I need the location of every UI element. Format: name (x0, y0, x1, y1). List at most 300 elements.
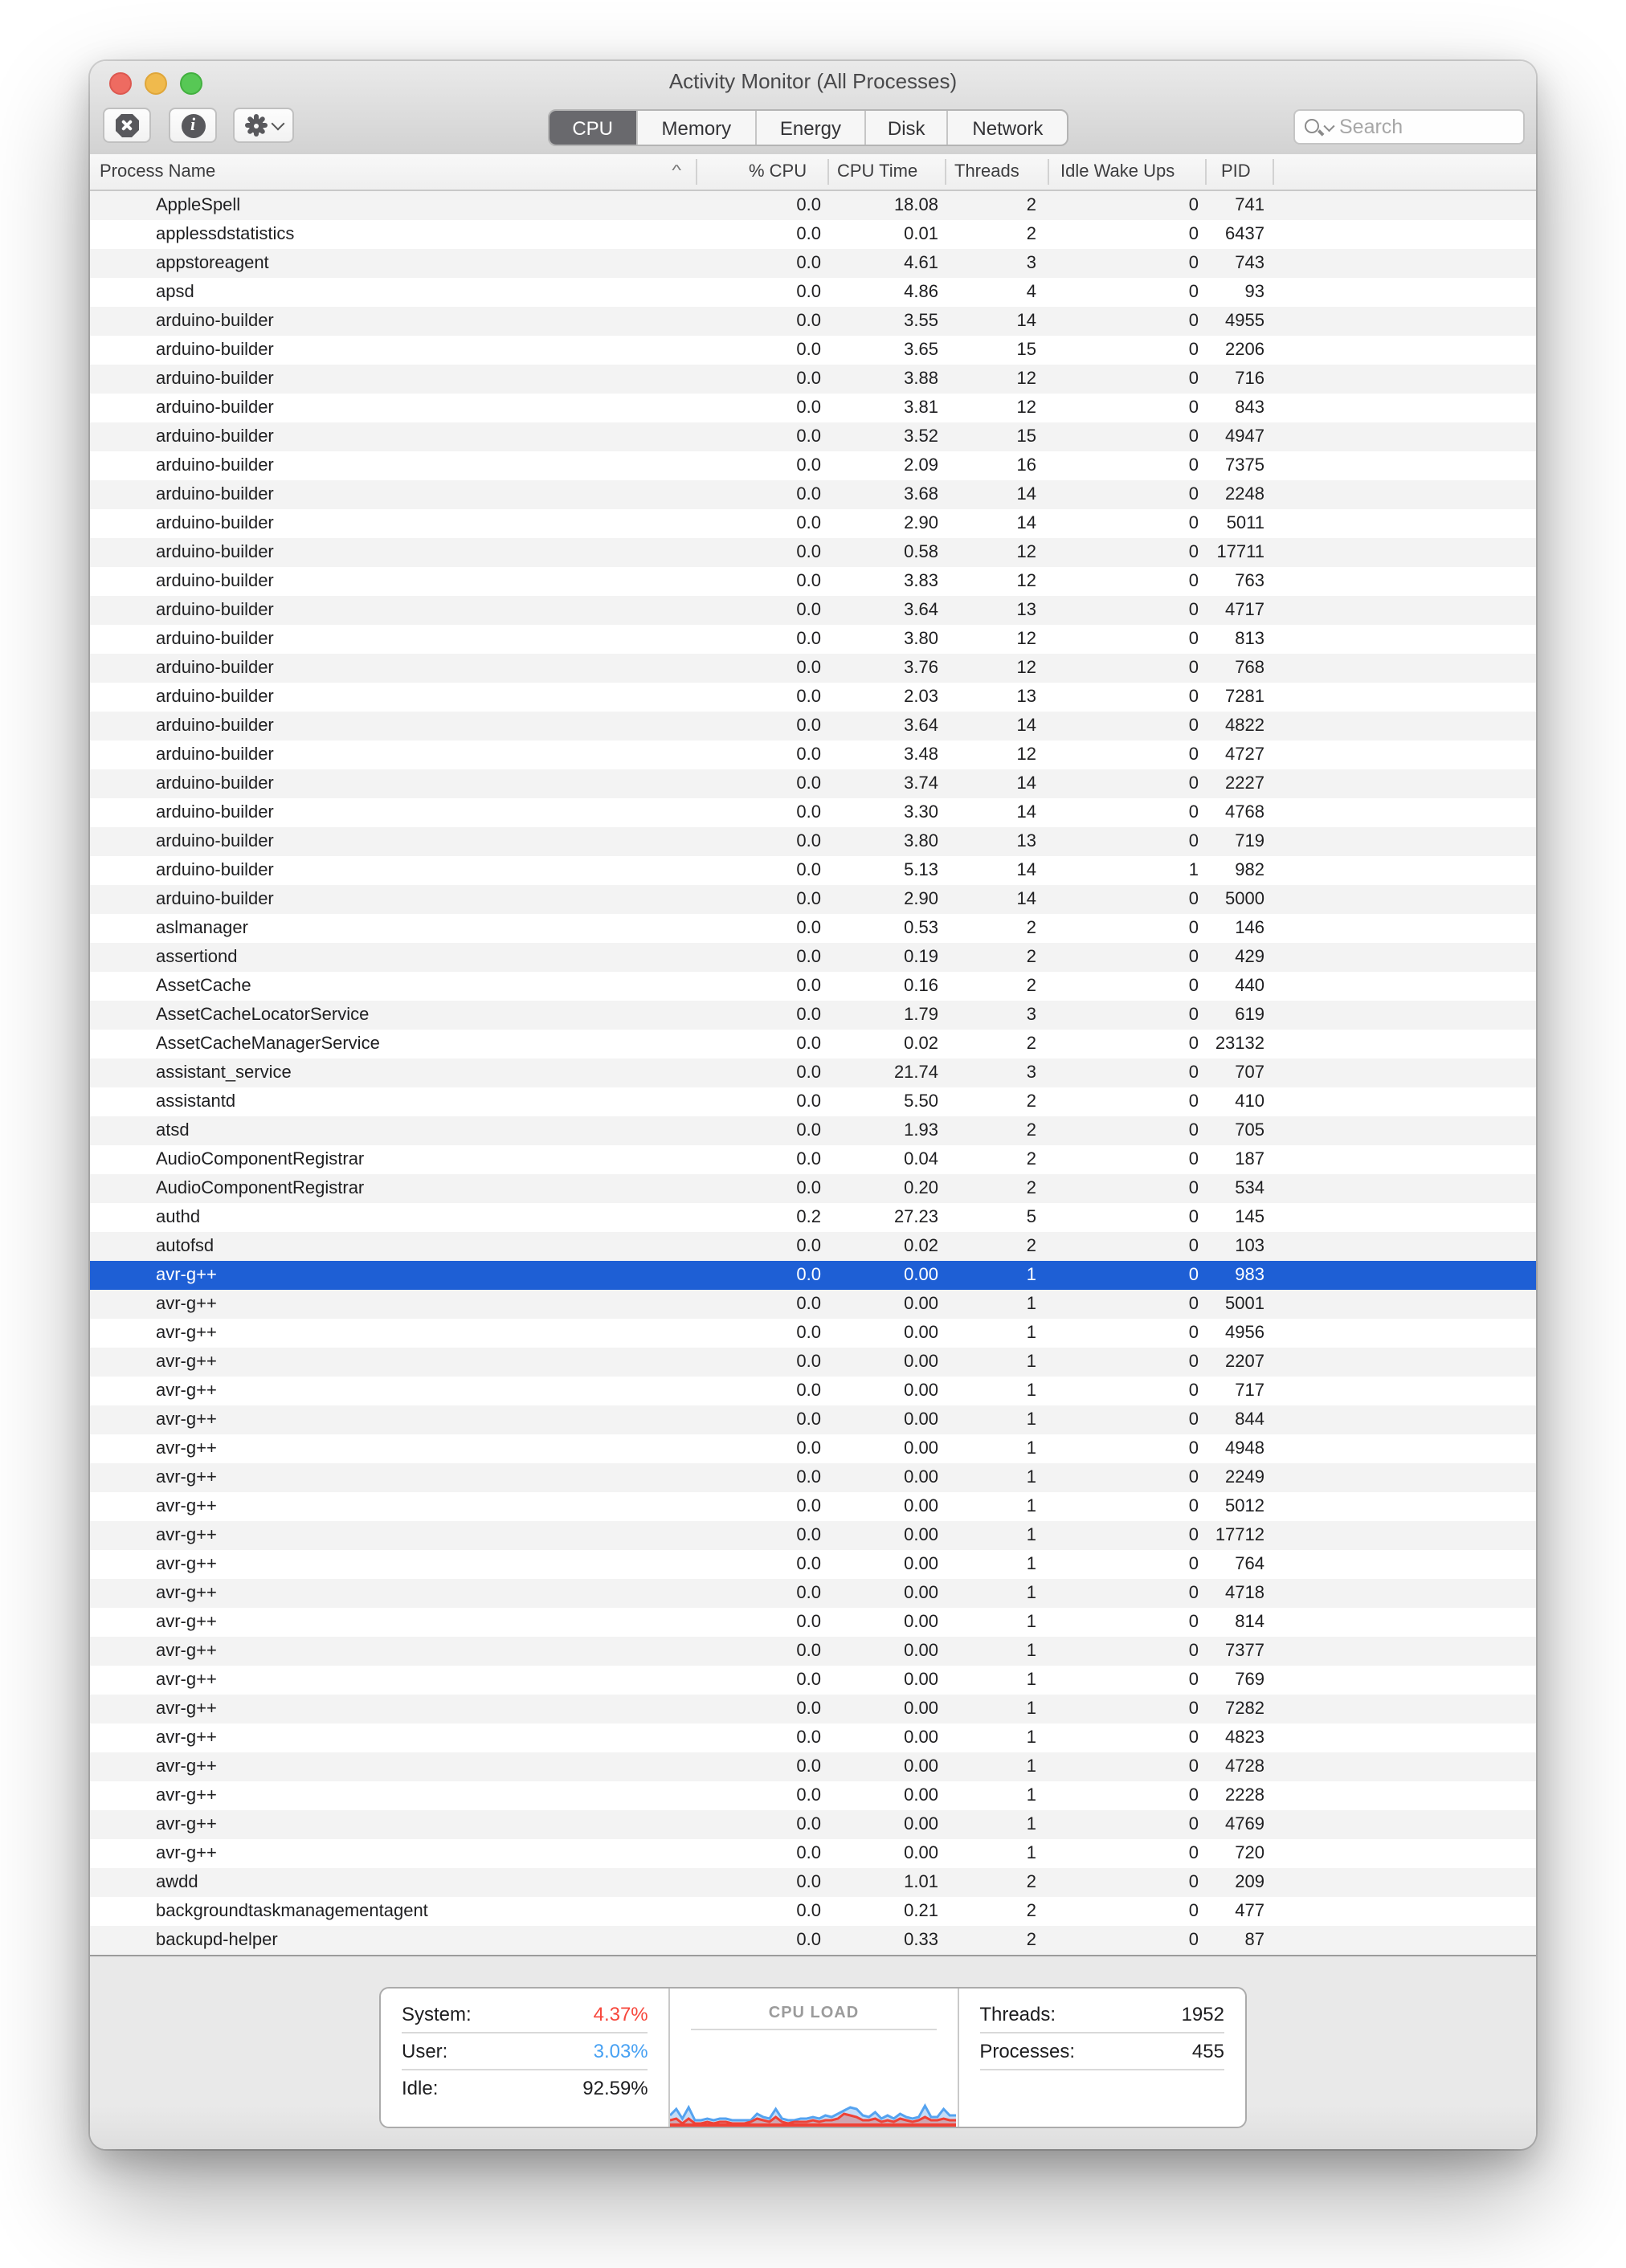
process-row[interactable] (90, 1203, 1536, 1232)
cpu-cell: 0.0 (796, 312, 821, 331)
cpu-time-cell: 0.00 (904, 1526, 938, 1545)
cpu-cell: 0.0 (796, 774, 821, 793)
idle-wake-ups-cell: 0 (1188, 1670, 1199, 1690)
cpu-cell: 0.0 (796, 1092, 821, 1112)
idle-wake-ups-cell: 0 (1188, 1786, 1199, 1805)
threads-cell: 13 (1016, 832, 1036, 851)
cpu-cell: 0.0 (796, 601, 821, 620)
process-row[interactable] (90, 827, 1536, 856)
process-row[interactable] (90, 1261, 1536, 1290)
cpu-cell: 0.0 (796, 1237, 821, 1256)
cpu-time-cell: 1.79 (904, 1006, 938, 1025)
pid-cell: 2249 (1225, 1468, 1264, 1487)
cpu-cell: 0.0 (796, 1381, 821, 1401)
cpu-cell: 0.0 (796, 1728, 821, 1748)
threads-cell: 1 (1026, 1497, 1036, 1516)
process-row[interactable] (90, 220, 1536, 249)
process-row[interactable] (90, 1781, 1536, 1810)
idle-wake-ups-cell: 0 (1188, 1295, 1199, 1314)
process-name-cell: avr-g++ (156, 1381, 217, 1401)
table-header (90, 154, 1536, 191)
process-row[interactable] (90, 798, 1536, 827)
pid-cell: 4822 (1225, 716, 1264, 736)
process-row[interactable] (90, 1030, 1536, 1059)
idle-wake-ups-cell: 0 (1188, 1092, 1199, 1112)
cpu-cell: 0.0 (796, 1699, 821, 1719)
idle-wake-ups-cell: 0 (1188, 1555, 1199, 1574)
column-header-cpu[interactable]: % CPU (749, 162, 807, 182)
cpu-time-cell: 0.00 (904, 1642, 938, 1661)
idle-wake-ups-cell: 0 (1188, 1815, 1199, 1834)
cpu-time-cell: 2.90 (904, 514, 938, 533)
process-name-cell: arduino-builder (156, 543, 274, 562)
process-row[interactable] (90, 1087, 1536, 1116)
cpu-time-cell: 21.74 (893, 1063, 938, 1083)
column-header-idle-wake-ups[interactable]: Idle Wake Ups (1060, 162, 1175, 182)
cpu-time-cell: 3.80 (904, 832, 938, 851)
column-divider[interactable] (1273, 159, 1274, 185)
cpu-time-cell: 3.88 (904, 369, 938, 389)
process-row[interactable] (90, 1145, 1536, 1174)
cpu-load-chart (671, 2091, 957, 2127)
cpu-time-cell: 0.53 (904, 919, 938, 938)
cpu-cell: 0.0 (796, 890, 821, 909)
process-row[interactable] (90, 1174, 1536, 1203)
idle-wake-ups-cell: 0 (1188, 312, 1199, 331)
cpu-time-cell: 0.00 (904, 1352, 938, 1372)
cpu-cell: 0.0 (796, 254, 821, 273)
tab-network[interactable]: Network (947, 111, 1067, 145)
cpu-time-cell: 0.00 (904, 1670, 938, 1690)
tab-memory[interactable]: Memory (635, 111, 755, 145)
cpu-cell: 0.0 (796, 1295, 821, 1314)
process-row[interactable] (90, 914, 1536, 943)
cpu-time-cell: 3.81 (904, 398, 938, 418)
pid-cell: 145 (1235, 1208, 1264, 1227)
column-header-pid[interactable]: PID (1221, 162, 1251, 182)
idle-wake-ups-cell: 0 (1188, 832, 1199, 851)
process-row[interactable] (90, 1463, 1536, 1492)
pid-cell: 17712 (1215, 1526, 1264, 1545)
process-name-cell: arduino-builder (156, 832, 274, 851)
tab-energy[interactable]: Energy (755, 111, 864, 145)
pid-cell: 2248 (1225, 485, 1264, 504)
pid-cell: 716 (1235, 369, 1264, 389)
threads-label: Threads: (979, 2003, 1056, 2025)
threads-cell: 14 (1016, 890, 1036, 909)
process-row[interactable] (90, 422, 1536, 451)
idle-wake-ups-cell: 0 (1188, 398, 1199, 418)
process-name-cell: avr-g++ (156, 1410, 217, 1430)
pid-cell: 707 (1235, 1063, 1264, 1083)
sort-ascending-icon: ^ (672, 162, 682, 178)
process-row[interactable] (90, 1695, 1536, 1723)
process-row[interactable] (90, 394, 1536, 422)
idle-wake-ups-cell: 0 (1188, 1237, 1199, 1256)
pid-cell: 844 (1235, 1410, 1264, 1430)
pid-cell: 477 (1235, 1902, 1264, 1921)
process-name-cell: arduino-builder (156, 745, 274, 765)
process-name-cell: avr-g++ (156, 1468, 217, 1487)
idle-label: Idle: (402, 2077, 439, 2099)
process-row[interactable] (90, 1377, 1536, 1405)
process-row[interactable] (90, 1434, 1536, 1463)
pid-cell: 717 (1235, 1381, 1264, 1401)
pid-cell: 17711 (1216, 543, 1264, 562)
idle-usage-row (402, 2070, 648, 2106)
cpu-cell: 0.0 (796, 861, 821, 880)
process-row[interactable] (90, 943, 1536, 972)
idle-wake-ups-cell: 0 (1188, 1179, 1199, 1198)
process-name-cell: avr-g++ (156, 1555, 217, 1574)
cpu-time-cell: 1.93 (904, 1121, 938, 1140)
pid-cell: 4947 (1225, 427, 1264, 447)
cpu-cell: 0.0 (796, 398, 821, 418)
threads-cell: 2 (1026, 1034, 1036, 1054)
cpu-time-cell: 0.00 (904, 1844, 938, 1863)
process-name-cell: assertiond (156, 948, 238, 967)
process-row[interactable] (90, 1001, 1536, 1030)
idle-wake-ups-cell: 0 (1188, 1642, 1199, 1661)
cpu-time-cell: 1.01 (904, 1873, 938, 1892)
cpu-cell: 0.0 (796, 1034, 821, 1054)
cpu-time-cell: 0.00 (904, 1266, 938, 1285)
pid-cell: 2228 (1225, 1786, 1264, 1805)
threads-cell: 2 (1026, 1092, 1036, 1112)
cpu-cell: 0.0 (796, 1584, 821, 1603)
cpu-cell: 0.0 (796, 1352, 821, 1372)
column-divider[interactable] (945, 159, 946, 185)
idle-wake-ups-cell: 0 (1188, 1728, 1199, 1748)
cpu-time-cell: 3.68 (904, 485, 938, 504)
process-row[interactable] (90, 336, 1536, 365)
footer (90, 1956, 1536, 2149)
threads-cell: 15 (1016, 427, 1036, 447)
cpu-time-cell: 3.76 (904, 659, 938, 678)
process-row[interactable] (90, 249, 1536, 278)
process-row[interactable] (90, 1666, 1536, 1695)
threads-cell: 15 (1016, 341, 1036, 360)
cpu-cell: 0.0 (796, 745, 821, 765)
process-name-cell: backgroundtaskmanagementagent (156, 1902, 428, 1921)
inspect-process-button[interactable] (169, 108, 217, 143)
idle-wake-ups-cell: 0 (1188, 659, 1199, 678)
process-name-cell: avr-g++ (156, 1699, 217, 1719)
pid-cell: 4955 (1225, 312, 1264, 331)
process-row[interactable] (90, 1810, 1536, 1839)
column-divider[interactable] (1205, 159, 1207, 185)
idle-wake-ups-cell: 0 (1188, 1931, 1199, 1950)
process-row[interactable] (90, 1116, 1536, 1145)
tab-cpu[interactable]: CPU (549, 111, 635, 145)
threads-cell: 12 (1016, 398, 1036, 418)
process-row[interactable] (90, 856, 1536, 885)
process-row[interactable] (90, 1839, 1536, 1868)
idle-wake-ups-cell: 0 (1188, 1324, 1199, 1343)
pid-cell: 23132 (1215, 1034, 1264, 1054)
process-name-cell: arduino-builder (156, 659, 274, 678)
threads-cell: 2 (1026, 948, 1036, 967)
threads-cell: 1 (1026, 1613, 1036, 1632)
process-name-cell: applessdstatistics (156, 225, 295, 244)
process-row[interactable] (90, 1405, 1536, 1434)
pid-cell: 5011 (1226, 514, 1264, 533)
cpu-cell: 0.0 (796, 456, 821, 475)
process-row[interactable] (90, 596, 1536, 625)
threads-cell: 1 (1026, 1699, 1036, 1719)
pid-cell: 5000 (1225, 890, 1264, 909)
pid-cell: 146 (1235, 919, 1264, 938)
pid-cell: 93 (1244, 283, 1264, 302)
cpu-cell: 0.0 (796, 1815, 821, 1834)
process-row[interactable] (90, 1492, 1536, 1521)
pid-cell: 2206 (1225, 341, 1264, 360)
process-name-cell: avr-g++ (156, 1844, 217, 1863)
cpu-time-cell: 0.02 (904, 1034, 938, 1054)
process-table (90, 191, 1536, 1955)
cpu-time-cell: 0.01 (904, 225, 938, 244)
cpu-cell: 0.0 (796, 1757, 821, 1776)
threads-cell: 14 (1016, 716, 1036, 736)
process-row[interactable] (90, 1723, 1536, 1752)
pid-cell: 2207 (1225, 1352, 1264, 1372)
process-row[interactable] (90, 365, 1536, 394)
idle-wake-ups-cell: 0 (1188, 427, 1199, 447)
quit-process-icon (115, 113, 139, 137)
threads-cell: 16 (1016, 456, 1036, 475)
column-header-cpu-time[interactable]: CPU Time (837, 162, 918, 182)
process-row[interactable] (90, 1521, 1536, 1550)
pid-cell: 534 (1235, 1179, 1264, 1198)
process-row[interactable] (90, 538, 1536, 567)
pid-cell: 209 (1235, 1873, 1264, 1892)
view-tabs (548, 109, 1068, 146)
cpu-time-cell: 4.86 (904, 283, 938, 302)
process-name-cell: arduino-builder (156, 774, 274, 793)
process-row[interactable] (90, 567, 1536, 596)
cpu-cell: 0.0 (796, 341, 821, 360)
threads-cell: 12 (1016, 572, 1036, 591)
idle-wake-ups-cell: 0 (1188, 1381, 1199, 1401)
pid-cell: 705 (1235, 1121, 1264, 1140)
pid-cell: 7281 (1225, 687, 1264, 707)
threads-cell: 1 (1026, 1642, 1036, 1661)
idle-wake-ups-cell: 0 (1188, 1757, 1199, 1776)
column-header-process-name[interactable]: Process Name (100, 162, 216, 182)
threads-cell: 5 (1026, 1208, 1036, 1227)
threads-cell: 3 (1026, 1006, 1036, 1025)
process-row[interactable] (90, 1897, 1536, 1926)
process-row[interactable] (90, 191, 1536, 220)
process-row[interactable] (90, 1059, 1536, 1087)
titlebar[interactable] (90, 61, 1536, 100)
pid-cell: 768 (1235, 659, 1264, 678)
cpu-time-cell: 0.00 (904, 1295, 938, 1314)
threads-cell: 2 (1026, 1237, 1036, 1256)
cpu-time-cell: 0.33 (904, 1931, 938, 1950)
process-row[interactable] (90, 1579, 1536, 1608)
process-row[interactable] (90, 278, 1536, 307)
process-row[interactable] (90, 1926, 1536, 1955)
cpu-cell: 0.0 (796, 1439, 821, 1458)
process-name-cell: avr-g++ (156, 1295, 217, 1314)
process-row[interactable] (90, 683, 1536, 712)
idle-wake-ups-cell: 0 (1188, 1208, 1199, 1227)
cpu-time-cell: 0.00 (904, 1728, 938, 1748)
window-title: Activity Monitor (All Processes) (668, 69, 958, 93)
cpu-usage-column (381, 1989, 669, 2127)
pid-cell: 4768 (1225, 803, 1264, 822)
process-row[interactable] (90, 480, 1536, 509)
process-name-cell: assistant_service (156, 1063, 292, 1083)
cpu-time-cell: 0.00 (904, 1699, 938, 1719)
search-chevron-icon (1324, 121, 1334, 132)
process-name-cell: aslmanager (156, 919, 248, 938)
column-divider[interactable] (827, 159, 829, 185)
cpu-time-cell: 0.21 (904, 1902, 938, 1921)
process-name-cell: awdd (156, 1873, 198, 1892)
process-name-cell: atsd (156, 1121, 190, 1140)
pid-cell: 6437 (1225, 225, 1264, 244)
pid-cell: 813 (1235, 630, 1264, 649)
quit-process-button[interactable] (103, 108, 151, 143)
process-row[interactable] (90, 885, 1536, 914)
cpu-time-cell: 3.74 (904, 774, 938, 793)
user-value: 3.03% (593, 2040, 648, 2062)
idle-wake-ups-cell: 0 (1188, 196, 1199, 215)
tab-disk[interactable]: Disk (864, 111, 947, 145)
column-divider[interactable] (696, 159, 697, 185)
process-name-cell: avr-g++ (156, 1584, 217, 1603)
process-row[interactable] (90, 740, 1536, 769)
threads-cell: 14 (1016, 861, 1036, 880)
cpu-time-cell: 3.55 (904, 312, 938, 331)
threads-cell: 3 (1026, 1063, 1036, 1083)
actions-menu-button[interactable] (233, 108, 294, 143)
process-name-cell: AssetCacheLocatorService (156, 1006, 370, 1025)
process-row[interactable] (90, 451, 1536, 480)
process-row[interactable] (90, 654, 1536, 683)
idle-wake-ups-cell: 0 (1188, 254, 1199, 273)
process-row[interactable] (90, 769, 1536, 798)
pid-cell: 4727 (1225, 745, 1264, 765)
threads-cell: 1 (1026, 1844, 1036, 1863)
process-row[interactable] (90, 1348, 1536, 1377)
idle-wake-ups-cell: 0 (1188, 1584, 1199, 1603)
column-header-threads[interactable]: Threads (954, 162, 1019, 182)
process-row[interactable] (90, 1752, 1536, 1781)
cpu-cell: 0.0 (796, 716, 821, 736)
process-row[interactable] (90, 972, 1536, 1001)
process-row[interactable] (90, 509, 1536, 538)
process-name-cell: avr-g++ (156, 1613, 217, 1632)
idle-wake-ups-cell: 0 (1188, 687, 1199, 707)
cpu-time-cell: 0.00 (904, 1497, 938, 1516)
process-row[interactable] (90, 1319, 1536, 1348)
cpu-time-cell: 5.13 (904, 861, 938, 880)
cpu-time-cell: 4.61 (904, 254, 938, 273)
cpu-time-cell: 0.04 (904, 1150, 938, 1169)
cpu-cell: 0.0 (796, 687, 821, 707)
pid-cell: 619 (1235, 1006, 1264, 1025)
process-row[interactable] (90, 1232, 1536, 1261)
cpu-time-cell: 0.00 (904, 1584, 938, 1603)
search-input[interactable] (1293, 109, 1525, 145)
toolbar (90, 100, 1536, 154)
cpu-cell: 0.0 (796, 1613, 821, 1632)
threads-cell: 2 (1026, 1150, 1036, 1169)
process-name-cell: arduino-builder (156, 398, 274, 418)
pid-cell: 720 (1235, 1844, 1264, 1863)
cpu-time-cell: 0.00 (904, 1786, 938, 1805)
process-name-cell: arduino-builder (156, 687, 274, 707)
process-name-cell: apsd (156, 283, 194, 302)
idle-wake-ups-cell: 0 (1188, 1121, 1199, 1140)
process-row[interactable] (90, 625, 1536, 654)
process-name-cell: arduino-builder (156, 485, 274, 504)
cpu-load-graph (671, 2091, 958, 2127)
gear-icon (245, 114, 268, 137)
process-name-cell: arduino-builder (156, 514, 274, 533)
cpu-summary-box (379, 1987, 1247, 2128)
pid-cell: 843 (1235, 398, 1264, 418)
idle-wake-ups-cell: 0 (1188, 1468, 1199, 1487)
threads-cell: 12 (1016, 369, 1036, 389)
cpu-cell: 0.0 (796, 1006, 821, 1025)
cpu-time-cell: 0.00 (904, 1757, 938, 1776)
cpu-cell: 0.0 (796, 485, 821, 504)
cpu-cell: 0.0 (796, 1063, 821, 1083)
process-row[interactable] (90, 1637, 1536, 1666)
idle-wake-ups-cell: 0 (1188, 341, 1199, 360)
process-row[interactable] (90, 1608, 1536, 1637)
process-name-cell: avr-g++ (156, 1439, 217, 1458)
cpu-time-cell: 0.00 (904, 1468, 938, 1487)
idle-wake-ups-cell: 0 (1188, 514, 1199, 533)
process-row[interactable] (90, 307, 1536, 336)
idle-wake-ups-cell: 0 (1188, 948, 1199, 967)
threads-value: 1952 (1181, 2003, 1224, 2025)
process-row[interactable] (90, 1868, 1536, 1897)
process-row[interactable] (90, 1290, 1536, 1319)
idle-wake-ups-cell: 0 (1188, 369, 1199, 389)
cpu-load-title: CPU LOAD (692, 1997, 937, 2030)
pid-cell: 4823 (1225, 1728, 1264, 1748)
cpu-cell: 0.0 (796, 948, 821, 967)
cpu-time-cell: 3.52 (904, 427, 938, 447)
cpu-cell: 0.0 (796, 803, 821, 822)
cpu-cell: 0.0 (796, 1670, 821, 1690)
cpu-time-cell: 0.00 (904, 1439, 938, 1458)
threads-cell: 1 (1026, 1786, 1036, 1805)
process-row[interactable] (90, 1550, 1536, 1579)
threads-row (979, 1997, 1224, 2033)
process-row[interactable] (90, 712, 1536, 740)
process-name-cell: arduino-builder (156, 601, 274, 620)
cpu-cell: 0.0 (796, 630, 821, 649)
cpu-cell: 0.0 (796, 369, 821, 389)
pid-cell: 410 (1235, 1092, 1264, 1112)
idle-wake-ups-cell: 0 (1188, 1063, 1199, 1083)
column-divider[interactable] (1048, 159, 1049, 185)
idle-wake-ups-cell: 0 (1188, 283, 1199, 302)
process-name-cell: avr-g++ (156, 1757, 217, 1776)
idle-wake-ups-cell: 0 (1188, 977, 1199, 996)
pid-cell: 429 (1235, 948, 1264, 967)
idle-wake-ups-cell: 0 (1188, 1497, 1199, 1516)
cpu-time-cell: 3.80 (904, 630, 938, 649)
process-name-cell: avr-g++ (156, 1526, 217, 1545)
